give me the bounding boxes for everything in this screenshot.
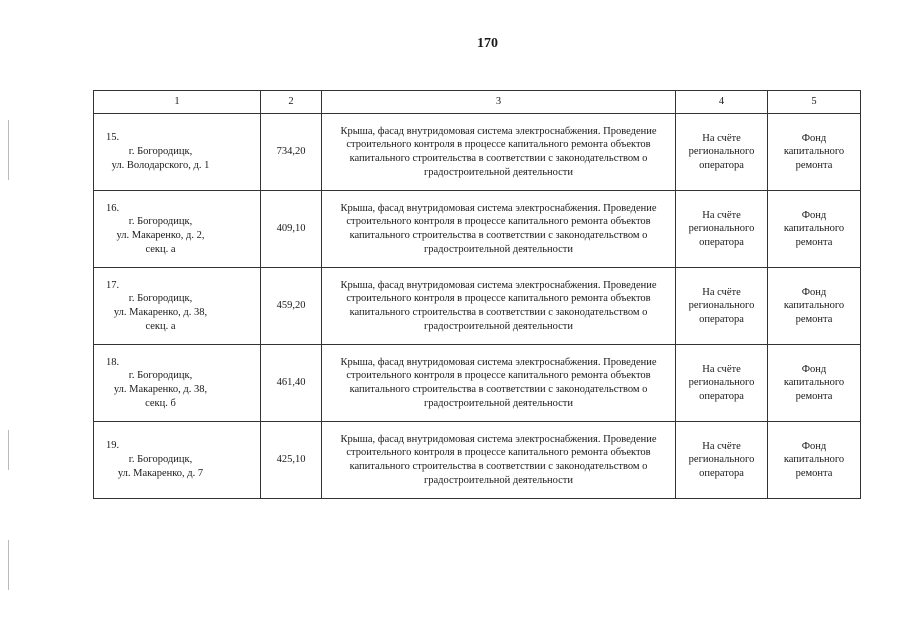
address-cell [94, 268, 261, 345]
table-row [94, 345, 861, 422]
account-cell: На счёте регионального оператора [676, 268, 768, 345]
column-header: 5 [768, 91, 861, 114]
works-cell: Крыша, фасад внутридомовая система электроснабжения. Проведение строительного контроля в процессе капитального ремонта объектов капитального строительства в соответствии с законодательством о градостроительной деятельности [322, 114, 676, 191]
row-number: 17. [106, 279, 120, 291]
area-cell: 409,10 [261, 191, 322, 268]
area-cell: 734,20 [261, 114, 322, 191]
row-address: г. Богородицк, ул. Макаренко, д. 7 [117, 454, 204, 479]
page-number: 170 [477, 36, 498, 51]
table-row [94, 268, 861, 345]
row-address: г. Богородицк, ул. Макаренко, д. 38, секц. б [113, 370, 208, 409]
column-header: 4 [676, 91, 768, 114]
repair-works-table [93, 90, 861, 499]
row-number: 18. [106, 356, 120, 368]
address-cell [94, 422, 261, 499]
area-cell: 425,10 [261, 422, 322, 499]
account-cell: На счёте регионального оператора [676, 114, 768, 191]
column-header: 1 [94, 91, 261, 114]
table-row [94, 422, 861, 499]
address-cell [94, 345, 261, 422]
works-cell: Крыша, фасад внутридомовая система электроснабжения. Проведение строительного контроля в процессе капитального ремонта объектов капитального строительства в соответствии с законодательством о градостроительной деятельности [322, 268, 676, 345]
address-cell [94, 191, 261, 268]
row-address: г. Богородицк, ул. Макаренко, д. 2, секц. а [116, 216, 205, 255]
address-cell [94, 114, 261, 191]
account-cell: На счёте регионального оператора [676, 422, 768, 499]
scan-margin-mark [8, 120, 9, 180]
works-cell: Крыша, фасад внутридомовая система электроснабжения. Проведение строительного контроля в процессе капитального ремонта объектов капитального строительства в соответствии с законодательством о градостроительной деятельности [322, 422, 676, 499]
fund-cell: Фонд капитального ремонта [768, 268, 861, 345]
row-number: 16. [106, 202, 120, 214]
scan-margin-mark [8, 430, 9, 470]
column-header: 2 [261, 91, 322, 114]
fund-cell: Фонд капитального ремонта [768, 422, 861, 499]
column-header: 3 [322, 91, 676, 114]
table-header-row [94, 91, 861, 114]
row-number: 15. [106, 132, 120, 144]
row-address: г. Богородицк, ул. Макаренко, д. 38, секц. а [113, 293, 208, 332]
scan-margin-mark [8, 540, 9, 590]
works-cell: Крыша, фасад внутридомовая система электроснабжения. Проведение строительного контроля в процессе капитального ремонта объектов капитального строительства в соответствии с законодательством о градостроительной деятельности [322, 345, 676, 422]
area-cell: 459,20 [261, 268, 322, 345]
fund-cell: Фонд капитального ремонта [768, 191, 861, 268]
row-number: 19. [106, 440, 120, 452]
fund-cell: Фонд капитального ремонта [768, 114, 861, 191]
area-cell: 461,40 [261, 345, 322, 422]
table-row [94, 114, 861, 191]
table-row [94, 191, 861, 268]
works-cell: Крыша, фасад внутридомовая система электроснабжения. Проведение строительного контроля в процессе капитального ремонта объектов капитального строительства в соответствии с законодательством о градостроительной деятельности [322, 191, 676, 268]
fund-cell: Фонд капитального ремонта [768, 345, 861, 422]
account-cell: На счёте регионального оператора [676, 345, 768, 422]
row-address: г. Богородицк, ул. Володарского, д. 1 [111, 146, 210, 171]
account-cell: На счёте регионального оператора [676, 191, 768, 268]
